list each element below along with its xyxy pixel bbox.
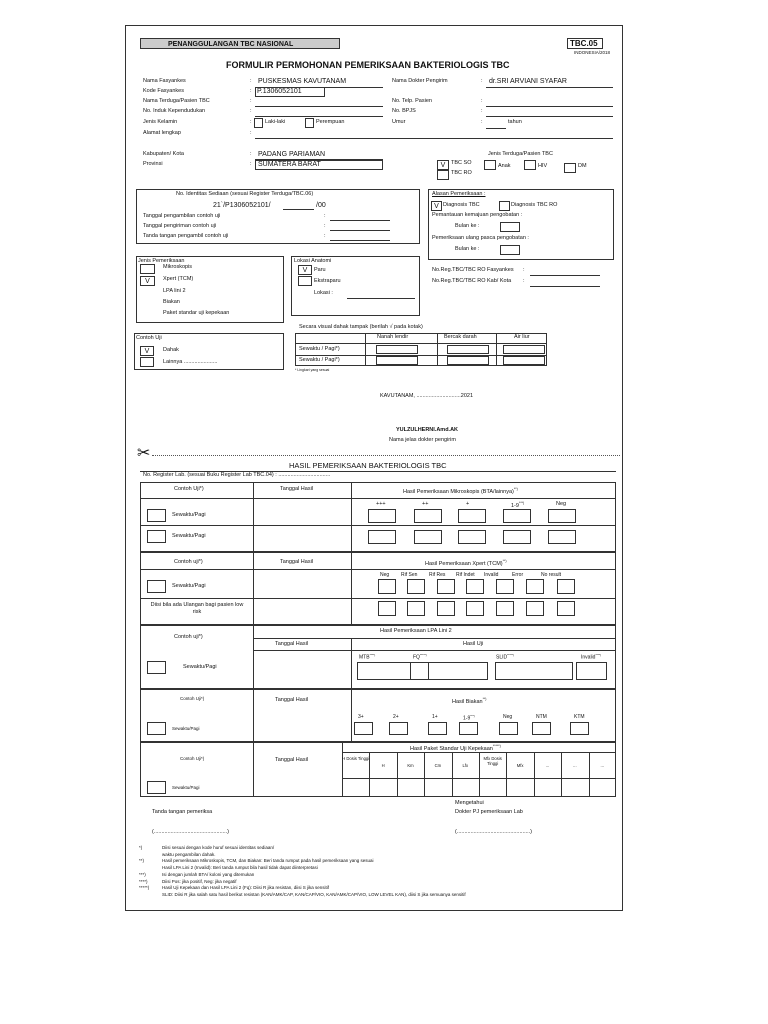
doctor-line bbox=[486, 87, 613, 88]
footnote-text: SLID: Diisi R jika salah satu hasil berikut resistan (KAN/AMK/CAP, KAN/CAP/VIO, KAN/AMK/CAP/VIO, LOW LEVEL KAN), diisi S jika semuanya sensitif bbox=[162, 891, 466, 897]
colon: : bbox=[481, 108, 483, 114]
exam-title: Jenis Pemeriksaan bbox=[138, 258, 185, 264]
sex-label: Jenis Kelamin bbox=[143, 119, 178, 125]
micro-col-line bbox=[351, 482, 352, 552]
exam-label: Xpert (TCM) bbox=[163, 276, 194, 282]
diag-so-checkbox[interactable]: V bbox=[431, 201, 442, 211]
culture-category-label: NTM bbox=[536, 714, 547, 720]
xpert-category-box[interactable] bbox=[496, 579, 514, 594]
colon: : bbox=[481, 119, 483, 125]
micro-col-line bbox=[253, 482, 254, 552]
xpert-row-line bbox=[140, 569, 616, 570]
cut-line bbox=[152, 455, 620, 456]
culture-category-box[interactable] bbox=[428, 722, 447, 735]
xpert-category-label: Neg bbox=[380, 572, 390, 578]
examiner-label: Tanda tangan pemeriksa bbox=[152, 809, 213, 815]
lokasi-label: Lokasi : bbox=[314, 290, 333, 296]
culture-category-box[interactable] bbox=[570, 722, 589, 735]
exam-checkbox[interactable] bbox=[140, 264, 155, 274]
visual-row-label: Sewaktu / Pagi*) bbox=[299, 346, 340, 352]
xpert-category-box[interactable] bbox=[437, 579, 455, 594]
culture-col-line bbox=[351, 689, 352, 742]
form-title: FORMULIR PERMOHONAN PEMERIKSAAN BAKTERIOLOGIS TBC bbox=[226, 60, 510, 70]
culture-category-label: KTM bbox=[574, 714, 585, 720]
xpert-col3: Hasil Pemeriksaan Xpert (TCM)**) bbox=[425, 559, 507, 567]
dst-col-line bbox=[589, 752, 590, 797]
footnote-text: Isi dengan jumlah BTA/ koloni yang ditemukan bbox=[162, 871, 255, 877]
dst-category-label: H bbox=[381, 763, 385, 768]
colon: : bbox=[250, 78, 252, 84]
colon: : bbox=[250, 108, 252, 114]
dst-col-line bbox=[561, 752, 562, 797]
age-line[interactable] bbox=[486, 128, 506, 129]
program-name: PENANGGULANGAN TBC NASIONAL bbox=[168, 41, 294, 48]
lpa-row-label: Sewaktu/Pagi bbox=[183, 664, 217, 670]
xpert-category-label: Invalid bbox=[484, 572, 499, 578]
culture-category-label: 1+ bbox=[432, 714, 438, 720]
colon: : bbox=[324, 223, 326, 229]
lpa-col-line bbox=[351, 638, 352, 689]
visual-cell-checkbox[interactable] bbox=[503, 356, 545, 365]
visual-cell-checkbox[interactable] bbox=[447, 356, 489, 365]
facility-code-value[interactable]: P.1306052101 bbox=[257, 88, 302, 95]
micro-grade-box[interactable] bbox=[548, 509, 576, 523]
footnote-text: Diisi sesuai dengan kode huruf sesuai identitas sediaan/ bbox=[162, 845, 275, 850]
type-ro-label: TBC RO bbox=[451, 170, 472, 176]
exam-label: Biakan bbox=[163, 299, 180, 305]
footnote-mark: ****) bbox=[139, 878, 148, 884]
xpert-category-box[interactable] bbox=[378, 579, 396, 594]
xpert-col1: Contoh uji*) bbox=[174, 559, 203, 565]
visual-cell-checkbox[interactable] bbox=[447, 345, 489, 354]
xpert-col-line bbox=[253, 552, 254, 625]
xpert-category-box[interactable] bbox=[557, 601, 575, 616]
district-value[interactable]: PADANG PARIAMAN bbox=[258, 151, 326, 158]
exam-checkbox[interactable]: V bbox=[140, 276, 155, 286]
examiner-signature[interactable]: (................................................) bbox=[152, 829, 230, 835]
reg-lab: No. Register Lab. (sesuai Buku Register Lab TBC.04) : .................................. bbox=[143, 472, 331, 478]
culture-category-box[interactable] bbox=[532, 722, 551, 735]
colon: : bbox=[324, 233, 326, 239]
nik-line[interactable] bbox=[255, 116, 383, 117]
xpert-row-line bbox=[140, 598, 616, 599]
dahak-checkbox[interactable]: V bbox=[140, 346, 154, 356]
scissors-icon: ✂ bbox=[137, 443, 151, 462]
type-ro-checkbox[interactable] bbox=[437, 170, 449, 180]
lpa-result-box[interactable] bbox=[410, 662, 488, 680]
dst-col-line bbox=[253, 742, 254, 797]
signature-line[interactable] bbox=[330, 240, 390, 241]
form-code: TBC.05 bbox=[570, 39, 598, 48]
dahak-label: Dahak bbox=[163, 347, 179, 353]
specimen-id-suffix: /00 bbox=[316, 202, 326, 209]
dst-category-label: H Dosis Tinggi bbox=[342, 756, 370, 761]
xpert-category-box[interactable] bbox=[526, 601, 544, 616]
approve-role: Dokter PJ pemeriksaan Lab bbox=[455, 809, 523, 815]
micro-grade-label: Neg bbox=[556, 501, 567, 507]
lpa-row-line bbox=[253, 638, 616, 639]
lpa-category-label: MTB****) bbox=[359, 653, 376, 661]
type-hiv-checkbox[interactable] bbox=[524, 160, 536, 170]
micro-grade-box[interactable] bbox=[503, 509, 531, 523]
colon: : bbox=[250, 151, 252, 157]
followup-month-box[interactable] bbox=[500, 222, 520, 232]
place-date: KAVUTANAM, .............................2021 bbox=[380, 393, 474, 399]
dst-category-label: Mfx bbox=[516, 763, 524, 768]
colon: : bbox=[250, 119, 252, 125]
type-anak-checkbox[interactable] bbox=[484, 160, 496, 170]
lpa-result-box[interactable] bbox=[576, 662, 607, 680]
date-taken-line[interactable] bbox=[330, 220, 390, 221]
visual-cell-checkbox[interactable] bbox=[503, 345, 545, 354]
colon: : bbox=[523, 267, 525, 273]
culture-col3: Hasil Biakan**) bbox=[452, 697, 487, 705]
footnote-text: Hasil pemeriksaan Mikroskopis, TCM, dan Biakan: Beri tanda rumput pada hasil pemeriksaan yang sesuai bbox=[162, 858, 374, 864]
facility-label: Nama Fasyankes bbox=[143, 78, 186, 84]
followup-month-label: Bulan ke : bbox=[455, 223, 480, 229]
culture-category-box[interactable] bbox=[354, 722, 373, 735]
phone-line[interactable] bbox=[486, 106, 613, 107]
xpert-col2: Tanggal Hasil bbox=[280, 559, 314, 565]
dst-col-line bbox=[479, 752, 480, 797]
xpert-category-box[interactable] bbox=[407, 601, 425, 616]
xpert-row2-label: Diisi bila ada Ulangan bagi pasien low risk bbox=[150, 602, 244, 616]
culture-sample-checkbox[interactable] bbox=[147, 722, 166, 735]
lpa-col3: Hasil Uji bbox=[463, 641, 484, 647]
culture-category-box[interactable] bbox=[389, 722, 408, 735]
xpert-category-label: Rif Res bbox=[429, 572, 446, 578]
micro-row-line bbox=[140, 498, 616, 499]
micro-grade-box[interactable] bbox=[414, 509, 442, 523]
patient-name-label: Nama Terduga/Pasien TBC bbox=[143, 98, 210, 104]
visual-col-line bbox=[437, 333, 438, 366]
exam-label: LPA lini 2 bbox=[163, 288, 186, 294]
lpa-sample-checkbox[interactable] bbox=[147, 661, 166, 674]
xpert-col-line bbox=[351, 552, 352, 625]
sender-role: Nama jelas dokter pengirim bbox=[389, 437, 456, 443]
dst-header: Hasil Paket Standar Uji Kepekaan*****) bbox=[410, 744, 501, 752]
sample-title: Contoh Uji bbox=[136, 335, 162, 341]
culture-category-label: 3+ bbox=[358, 714, 364, 720]
specimen-id-blank bbox=[283, 209, 314, 210]
extra-checkbox[interactable] bbox=[298, 276, 312, 286]
address-label: Alamat lengkap bbox=[143, 130, 181, 136]
visual-footnote: * Lingkari yang sesuai bbox=[295, 368, 330, 372]
dst-col2: Tanggal Hasil bbox=[275, 757, 309, 763]
lpa-col2: Tanggal Hasil bbox=[275, 641, 309, 647]
micro-grade-box[interactable] bbox=[503, 530, 531, 544]
xpert-category-label: No result bbox=[541, 572, 562, 578]
visual-row-line bbox=[295, 343, 547, 344]
lpa-col1: Contoh uji*) bbox=[174, 634, 203, 640]
dst-col1: Contoh Uji*) bbox=[180, 756, 205, 761]
patient-type-title: Jenis Terduga/Pasien TBC bbox=[488, 151, 553, 157]
lpa-header: Hasil Pemeriksaan LPA Lini 2 bbox=[380, 628, 452, 634]
diag-ro-label: Diagnosis TBC RO bbox=[511, 202, 558, 208]
culture-category-label: Neg bbox=[503, 714, 513, 720]
followup-label: Pemantauan kemajuan pengobatan : bbox=[432, 212, 523, 218]
xpert-category-box[interactable] bbox=[557, 579, 575, 594]
lpa-category-label: SLID*****) bbox=[496, 653, 514, 661]
micro-grade-box[interactable] bbox=[368, 530, 396, 544]
xpert-category-label: Error bbox=[512, 572, 524, 578]
footnote-mark: *****) bbox=[139, 885, 150, 891]
footnote-mark: ***) bbox=[139, 871, 146, 877]
dst-table bbox=[140, 742, 616, 797]
extra-label: Ekstraparu bbox=[314, 278, 341, 284]
type-hiv-label: HIV bbox=[538, 163, 548, 169]
date-sent-label: Tanggal pengiriman contoh uji bbox=[143, 223, 217, 229]
footnote-text: Hasil LPA Lini 2 (Invalid): Beri tanda rumput bila hasil tidak dapat diinterpretasi bbox=[162, 865, 318, 871]
micro-grade-box[interactable] bbox=[458, 509, 486, 523]
micro-col3: Hasil Pemeriksaan Mikroskopis (BTA/lainnya)**) bbox=[403, 487, 518, 495]
footnote-mark: *) bbox=[139, 845, 143, 850]
province-value[interactable]: SUMATERA BARAT bbox=[258, 161, 321, 168]
dst-category-label: Mfx Dosis Tinggi bbox=[483, 756, 502, 766]
after-month-box[interactable] bbox=[500, 245, 520, 255]
colon: : bbox=[481, 78, 483, 84]
dst-col-line bbox=[369, 752, 370, 797]
micro-row-label: Sewaktu/Pagi bbox=[172, 512, 206, 518]
visual-col-line bbox=[496, 333, 497, 366]
lpa-col-line bbox=[253, 625, 254, 689]
male-label: Laki-laki bbox=[265, 119, 286, 125]
dst-col-line bbox=[452, 752, 453, 797]
lainnya-checkbox[interactable] bbox=[140, 357, 154, 367]
micro-grade-box[interactable] bbox=[458, 530, 486, 544]
colon: : bbox=[523, 278, 525, 284]
micro-grade-box[interactable] bbox=[548, 530, 576, 544]
xpert-category-box[interactable] bbox=[378, 601, 396, 616]
dst-category-label: Km bbox=[407, 763, 414, 768]
reason-title: Alasan Pemeriksaan : bbox=[432, 191, 486, 197]
after-label: Pemeriksaan ulang pasca pengobatan : bbox=[432, 235, 529, 241]
exam-label: Paket standar uji kepekaan bbox=[163, 310, 230, 316]
nik-label: No. Induk Kependudukan bbox=[143, 108, 206, 114]
micro-col1: Contoh Uji*) bbox=[174, 486, 204, 492]
female-checkbox[interactable] bbox=[305, 118, 314, 128]
colon: : bbox=[324, 213, 326, 219]
visual-cell-checkbox[interactable] bbox=[376, 345, 418, 354]
culture-col1: Contoh Uji*) bbox=[180, 696, 205, 701]
colon: : bbox=[250, 130, 252, 136]
doctor-value[interactable]: dr.SRI ARVIANI SYAFAR bbox=[489, 78, 567, 85]
micro-grade-box[interactable] bbox=[368, 509, 396, 523]
colon: : bbox=[250, 161, 252, 167]
results-title: HASIL PEMERIKSAAN BAKTERIOLOGIS TBC bbox=[289, 461, 447, 470]
lpa-category-label: FQ*****) bbox=[413, 653, 427, 661]
approve-signature[interactable]: (................................................) bbox=[455, 829, 533, 835]
dst-row-label: Sewaktu/Pagi bbox=[172, 785, 200, 790]
age-label: Umur bbox=[392, 119, 406, 125]
address-line-1[interactable] bbox=[255, 138, 613, 139]
location-title: Lokasi Anatomi bbox=[294, 258, 332, 264]
dst-col-line bbox=[424, 752, 425, 797]
bpjs-line[interactable] bbox=[486, 116, 613, 117]
visual-title: Secara visual dahak tampak (berilah √ pada kotak) bbox=[299, 324, 423, 330]
district-label: Kabupaten/ Kota bbox=[143, 151, 184, 157]
form-edition: INDONESIA/2018 bbox=[574, 50, 611, 55]
xpert-category-box[interactable] bbox=[496, 601, 514, 616]
patient-name-line[interactable] bbox=[255, 106, 383, 107]
footnote-text: Diisi Pos: jika positif, Neg: jika negatif bbox=[162, 878, 237, 884]
reg-fasyankes-line[interactable] bbox=[530, 275, 600, 276]
paru-checkbox[interactable]: V bbox=[298, 265, 312, 275]
micro-row-label: Sewaktu/Pagi bbox=[172, 533, 206, 539]
facility-code-label: Kode Fasyankes bbox=[143, 88, 184, 94]
culture-row-label: Sewaktu/Pagi bbox=[172, 726, 200, 731]
paru-label: Paru bbox=[314, 267, 326, 273]
male-checkbox[interactable] bbox=[254, 118, 263, 128]
lainnya-label: Lainnya ...................... bbox=[163, 359, 218, 365]
visual-col-header: Air liur bbox=[514, 334, 530, 340]
xpert-category-label: Rif Sen bbox=[401, 572, 418, 578]
culture-col2: Tanggal Hasil bbox=[275, 697, 309, 703]
visual-col-header: Nanah lendir bbox=[377, 334, 409, 340]
xpert-category-label: Rif Indet bbox=[456, 572, 475, 578]
lokasi-line[interactable] bbox=[347, 298, 415, 299]
micro-row-line bbox=[140, 525, 616, 526]
dst-col-line bbox=[506, 752, 507, 797]
visual-cell-checkbox[interactable] bbox=[376, 356, 418, 365]
dst-category-label: ... bbox=[573, 763, 577, 768]
diag-so-label: Diagnosis TBC bbox=[443, 202, 480, 208]
footnote-text: waktu pengambilan dahak. bbox=[162, 851, 216, 857]
micro-grade-label: +++ bbox=[376, 501, 386, 507]
culture-category-box[interactable] bbox=[459, 722, 478, 735]
xpert-category-box[interactable] bbox=[526, 579, 544, 594]
phone-label: No. Telp. Pasien bbox=[392, 98, 432, 104]
dst-category-label: Lfx bbox=[462, 763, 469, 768]
xpert-category-box[interactable] bbox=[466, 579, 484, 594]
micro-sample-checkbox[interactable] bbox=[147, 509, 166, 522]
dst-category-label: ... bbox=[600, 763, 605, 768]
bpjs-label: No. BPJS bbox=[392, 108, 416, 114]
lpa-result-box[interactable] bbox=[495, 662, 573, 680]
reg-kabkota-line[interactable] bbox=[530, 286, 600, 287]
culture-category-label: 1-9***) bbox=[463, 714, 475, 722]
culture-category-box[interactable] bbox=[499, 722, 518, 735]
xpert-row-label: Sewaktu/Pagi bbox=[172, 583, 206, 589]
reg-kabkota-label: No.Reg.TBC/TBC RO Kab/ Kota bbox=[432, 278, 512, 284]
culture-category-label: 2+ bbox=[393, 714, 399, 720]
visual-col-header: Bercak darah bbox=[444, 334, 477, 340]
specimen-id[interactable]: 21`/P1306052101/ bbox=[213, 202, 271, 209]
reg-fasyankes-label: No.Reg.TBC/TBC RO Fasyankes bbox=[432, 267, 514, 273]
type-dm-checkbox[interactable] bbox=[564, 163, 576, 173]
dst-category-label: Cm bbox=[434, 763, 442, 768]
micro-grade-label: 1-9***) bbox=[511, 501, 525, 509]
specimen-title: No. Identitas Sediaan (sesuai Register Terduga/TBC.06) bbox=[176, 191, 314, 197]
type-so-checkbox[interactable]: V bbox=[437, 160, 449, 170]
micro-grade-box[interactable] bbox=[414, 530, 442, 544]
province-label: Provinsi bbox=[143, 161, 163, 167]
sender-name: YULZULHERNI.Amd.AK bbox=[396, 427, 459, 433]
dst-sample-checkbox[interactable] bbox=[147, 781, 166, 794]
lpa-row-line bbox=[253, 650, 616, 651]
xpert-category-box[interactable] bbox=[407, 579, 425, 594]
doctor-label: Nama Dokter Pengirim bbox=[392, 78, 448, 84]
xpert-category-box[interactable] bbox=[437, 601, 455, 616]
female-label: Perempuan bbox=[316, 119, 345, 125]
approve-label: Mengetahui bbox=[455, 800, 484, 806]
exam-label: Mikroskopis bbox=[163, 264, 193, 270]
colon: : bbox=[250, 88, 252, 94]
facility-value[interactable]: PUSKESMAS KAVUTANAM bbox=[258, 78, 347, 85]
xpert-sample-checkbox[interactable] bbox=[147, 580, 166, 593]
micro-col2: Tanggal Hasil bbox=[280, 486, 314, 492]
footnote-mark: **) bbox=[139, 858, 145, 864]
after-month-label: Bulan ke : bbox=[455, 246, 480, 252]
date-taken-label: Tanggal pengambilan contoh uji bbox=[143, 213, 221, 219]
colon: : bbox=[481, 98, 483, 104]
dst-category-label: ... bbox=[545, 763, 550, 768]
micro-sample-checkbox[interactable] bbox=[147, 530, 166, 543]
dst-col-line bbox=[534, 752, 535, 797]
visual-row-label: Sewaktu / Pagi*) bbox=[299, 357, 340, 363]
culture-col-line bbox=[253, 689, 254, 742]
lpa-category-label: Invalid****) bbox=[581, 653, 602, 661]
micro-grade-label: ++ bbox=[422, 501, 429, 507]
dst-col-line bbox=[397, 752, 398, 797]
type-so-label: TBC SO bbox=[451, 160, 472, 166]
age-unit: tahun bbox=[508, 119, 522, 125]
signature-label: Tanda tangan pengambil contoh uji bbox=[143, 233, 229, 239]
dst-col-line bbox=[342, 742, 343, 797]
type-dm-label: DM bbox=[578, 163, 587, 169]
type-anak-label: Anak bbox=[498, 163, 511, 169]
footnote-text: Hasil Uji Kepekaan dan Hasil LPA Lini 2 (Fq): Diisi R jika resistan, diisi S jika sensitif bbox=[162, 885, 329, 891]
micro-grade-label: + bbox=[466, 501, 470, 507]
date-sent-line[interactable] bbox=[330, 230, 390, 231]
visual-col-line bbox=[365, 333, 366, 366]
colon: : bbox=[250, 98, 252, 104]
diag-ro-checkbox[interactable] bbox=[499, 201, 510, 211]
xpert-category-box[interactable] bbox=[466, 601, 484, 616]
